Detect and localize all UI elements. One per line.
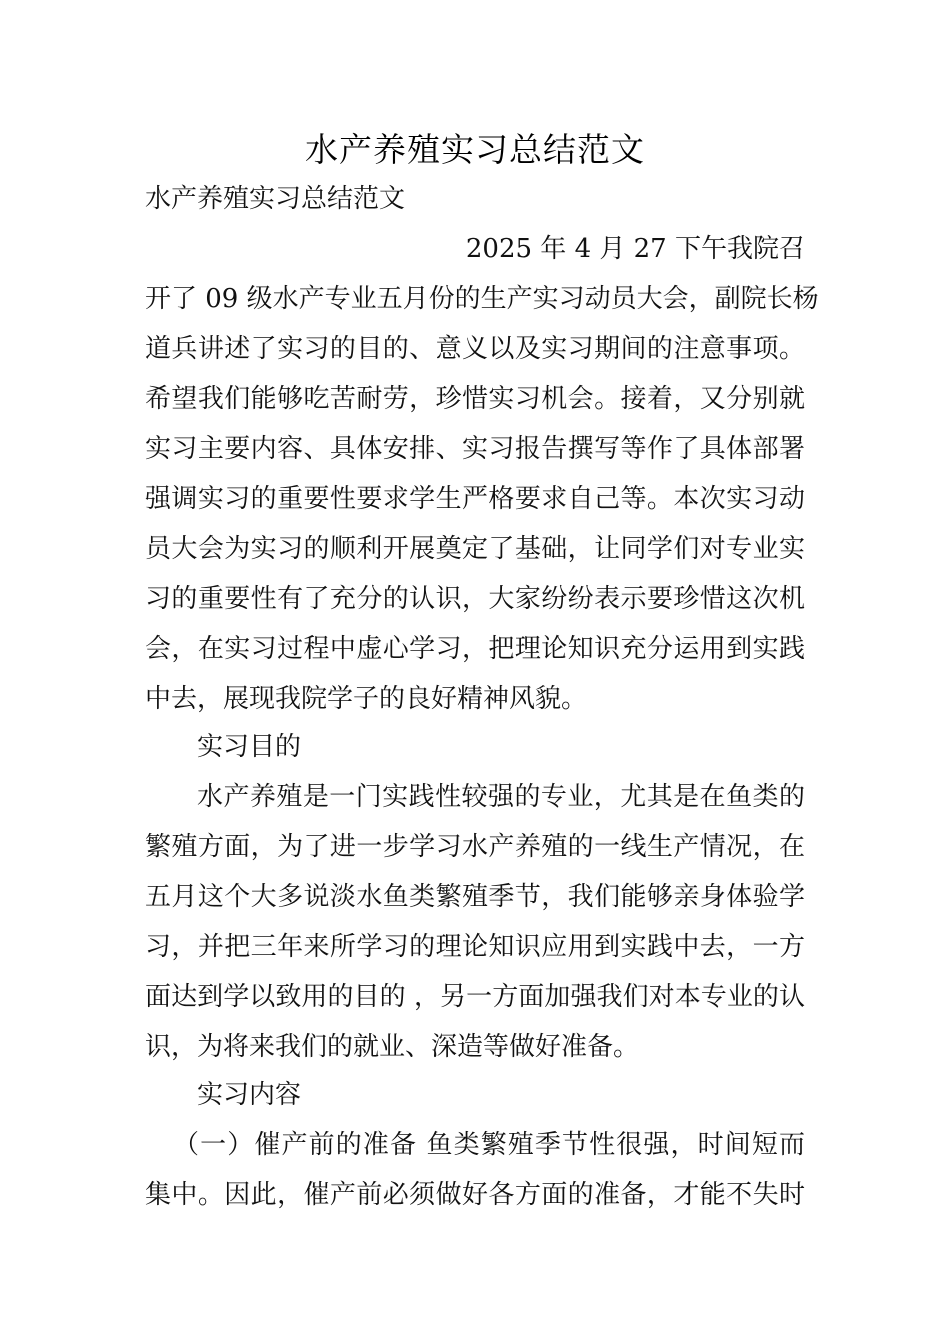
paragraph-line: 道兵讲述了实习的目的、意义以及实习期间的注意事项。 xyxy=(145,334,805,364)
section-heading: 实习目的 xyxy=(197,732,302,762)
document-subtitle: 水产养殖实习总结范文 xyxy=(145,184,406,214)
document-title: 水产养殖实习总结范文 xyxy=(305,130,645,169)
paragraph-line: 面达到学以致用的目的 ，另一方面加强我们对本专业的认 xyxy=(145,982,805,1012)
paragraph-line: 集中。因此，催产前必须做好各方面的准备，才能不失时 xyxy=(145,1180,805,1210)
section-heading: 实习内容 xyxy=(197,1080,302,1110)
paragraph-line: 习，并把三年来所学习的理论知识应用到实践中去，一方 xyxy=(145,932,805,962)
paragraph-line: 五月这个大多说淡水鱼类繁殖季节，我们能够亲身体验学 xyxy=(145,882,805,912)
paragraph-line: 强调实习的重要性要求学生严格要求自己等。本次实习动 xyxy=(145,484,805,514)
paragraph-line: 2025 年 4 月 27 下午我院召 xyxy=(465,234,805,264)
paragraph-line: 繁殖方面，为了进一步学习水产养殖的一线生产情况，在 xyxy=(145,832,805,862)
paragraph-line: 习的重要性有了充分的认识，大家纷纷表示要珍惜这次机 xyxy=(145,584,805,614)
paragraph-line: 希望我们能够吃苦耐劳，珍惜实习机会。接着，又分别就 xyxy=(145,384,805,414)
paragraph-line: 开了 09 级水产专业五月份的生产实习动员大会，副院长杨 xyxy=(145,284,819,314)
paragraph-line: 中去，展现我院学子的良好精神风貌。 xyxy=(145,684,588,714)
paragraph-line: 识，为将来我们的就业、深造等做好准备。 xyxy=(145,1032,640,1062)
paragraph-line: 员大会为实习的顺利开展奠定了基础，让同学们对专业实 xyxy=(145,534,805,564)
paragraph-line: 水产养殖是一门实践性较强的专业，尤其是在鱼类的 xyxy=(197,782,805,812)
paragraph-line: 会，在实习过程中虚心学习，把理论知识充分运用到实践 xyxy=(145,634,805,664)
paragraph-line: 实习主要内容、具体安排、实习报告撰写等作了具体部署 xyxy=(145,434,805,464)
paragraph-line: （一）催产前的准备 鱼类繁殖季节性很强，时间短而 xyxy=(173,1130,805,1160)
